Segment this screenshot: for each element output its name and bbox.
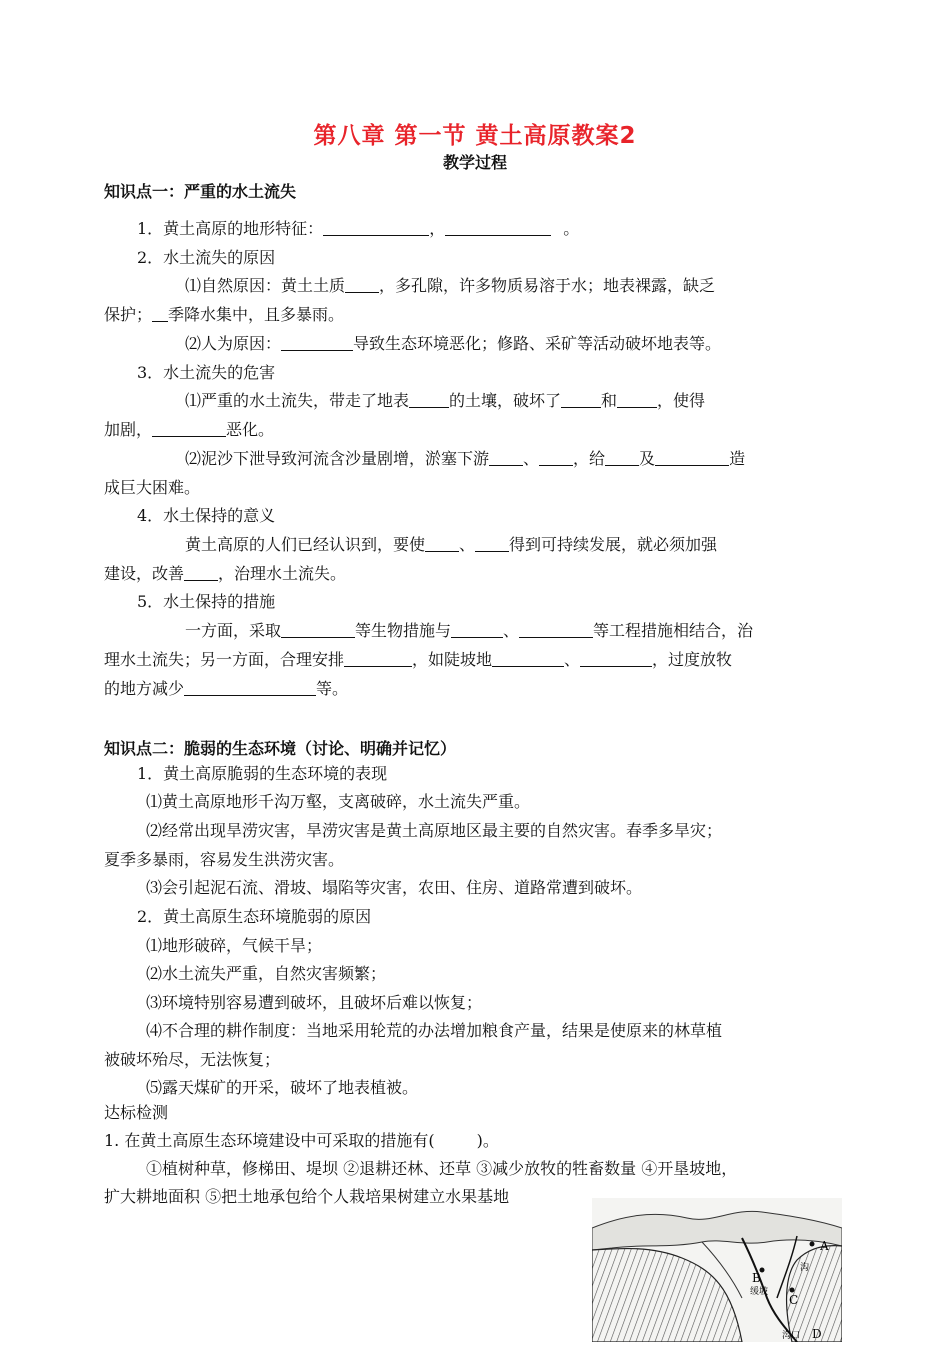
kp2-line-10: ⑷不合理的耕作制度：当地采用轮荒的办法增加粮食产量，结果是使原来的林草植	[146, 1021, 723, 1040]
blank	[323, 219, 429, 236]
kp1-line-7: ⑴严重的水土流失，带走了地表 的土壤，破坏了 和 ，使得	[185, 391, 706, 410]
blank	[519, 621, 593, 638]
blank	[561, 391, 601, 408]
kp1-line-6: 3．水土流失的危害	[137, 363, 276, 382]
blank	[281, 621, 355, 638]
blank	[475, 535, 509, 552]
blank	[445, 219, 551, 236]
kp1-line-12: 黄土高原的人们已经认识到，要使 、 得到可持续发展，就必须加强	[185, 535, 718, 554]
blank	[489, 449, 523, 466]
kp1-line-14: 5．水土保持的措施	[137, 592, 276, 611]
blank	[184, 679, 316, 696]
kp2-heading: 知识点二：脆弱的生态环境（讨论、明确并记忆）	[104, 739, 457, 758]
test-question-1: 1. 在黄土高原生态环境建设中可采取的措施有( )。	[104, 1131, 499, 1150]
kp2-line-11: 被破坏殆尽，无法恢复；	[104, 1050, 281, 1069]
blank	[655, 449, 729, 466]
gully-diagram-svg	[592, 1198, 842, 1342]
kp1-line-4: 保护； 季降水集中，且多暴雨。	[104, 305, 345, 324]
blank	[152, 420, 226, 437]
kp1-line-15: 一方面，采取 等生物措施与 、 等工程措施相结合，治	[185, 621, 754, 640]
point-c-marker	[790, 1288, 795, 1293]
kp2-line-9: ⑶环境特别容易遭到破坏，且破坏后难以恢复；	[146, 993, 483, 1012]
kp2-line-12: ⑸露天煤矿的开采，破坏了地表植被。	[146, 1078, 419, 1097]
kp1-line-3: ⑴自然原因：黄土土质 ，多孔隙，许多物质易溶于水；地表裸露，缺乏	[185, 276, 716, 295]
point-a-marker	[810, 1242, 815, 1247]
kp2-line-6: 2．黄土高原生态环境脆弱的原因	[137, 907, 372, 926]
blank	[152, 305, 168, 322]
kp1-line-2: 2．水土流失的原因	[137, 248, 276, 267]
kp1-line-8: 加剧， 恶化。	[104, 420, 275, 439]
page-subtitle: 教学过程	[442, 153, 507, 172]
kp1-line-13: 建设，改善 ，治理水土流失。	[104, 564, 347, 583]
label-b: B	[752, 1271, 761, 1285]
label-gully-mouth: 沟口	[782, 1331, 801, 1341]
label-gentle-slope: 缓坡	[750, 1287, 769, 1297]
test-heading: 达标检测	[104, 1103, 169, 1122]
label-gully: 沟	[800, 1263, 810, 1273]
blank	[539, 449, 573, 466]
kp2-line-3: ⑵经常出现旱涝灾害，旱涝灾害是黄土高原地区最主要的自然灾害。春季多旱灾；	[146, 821, 723, 840]
kp1-line-16: 理水土流失；另一方面，合理安排 ，如陡坡地 、 ，过度放牧	[104, 650, 733, 669]
blank	[492, 650, 564, 667]
kp2-line-4: 夏季多暴雨，容易发生洪涝灾害。	[104, 850, 345, 869]
label-a: A	[820, 1239, 829, 1253]
blank	[281, 334, 353, 351]
blank	[617, 391, 657, 408]
label-c: C	[789, 1293, 799, 1307]
blank	[344, 650, 412, 667]
kp1-line-10: 成巨大困难。	[104, 478, 201, 497]
kp1-line-5: ⑵人为原因： 导致生态环境恶化；修路、采矿等活动破坏地表等。	[185, 334, 722, 353]
kp2-line-8: ⑵水土流失严重，自然灾害频繁；	[146, 964, 387, 983]
kp2-line-7: ⑴地形破碎，气候干旱；	[146, 936, 323, 955]
blank	[345, 276, 379, 293]
blank	[580, 650, 652, 667]
page-title: 第八章 第一节 黄土高原教案2	[313, 123, 637, 149]
blank	[409, 391, 449, 408]
blank	[425, 535, 459, 552]
test-options-line-2: 扩大耕地面积 ⑤把土地承包给个人栽培果树建立水果基地	[104, 1187, 510, 1206]
label-d: D	[812, 1327, 822, 1341]
kp1-heading: 知识点一：严重的水土流失	[104, 182, 297, 201]
kp1-line-1: 1．黄土高原的地形特征： ， 。	[137, 219, 580, 238]
test-options-line-1: ①植树种草，修梯田、堤坝 ②退耕还林、还草 ③减少放牧的牲畜数量 ④开垦坡地，	[146, 1159, 738, 1178]
kp1-line-9: ⑵泥沙下泄导致河流含沙量剧增，淤塞下游 、 ，给 及 造	[185, 449, 746, 468]
kp2-line-5: ⑶会引起泥石流、滑坡、塌陷等灾害，农田、住房、道路常遭到破坏。	[146, 878, 643, 897]
kp1-line-17: 的地方减少 等。	[104, 679, 349, 698]
kp2-line-1: 1．黄土高原脆弱的生态环境的表现	[137, 764, 388, 783]
blank	[451, 621, 503, 638]
gully-diagram	[592, 1198, 842, 1342]
kp2-line-2: ⑴黄土高原地形千沟万壑，支离破碎，水土流失严重。	[146, 792, 531, 811]
blank	[184, 564, 218, 581]
kp1-line-11: 4．水土保持的意义	[137, 506, 276, 525]
blank	[605, 449, 639, 466]
